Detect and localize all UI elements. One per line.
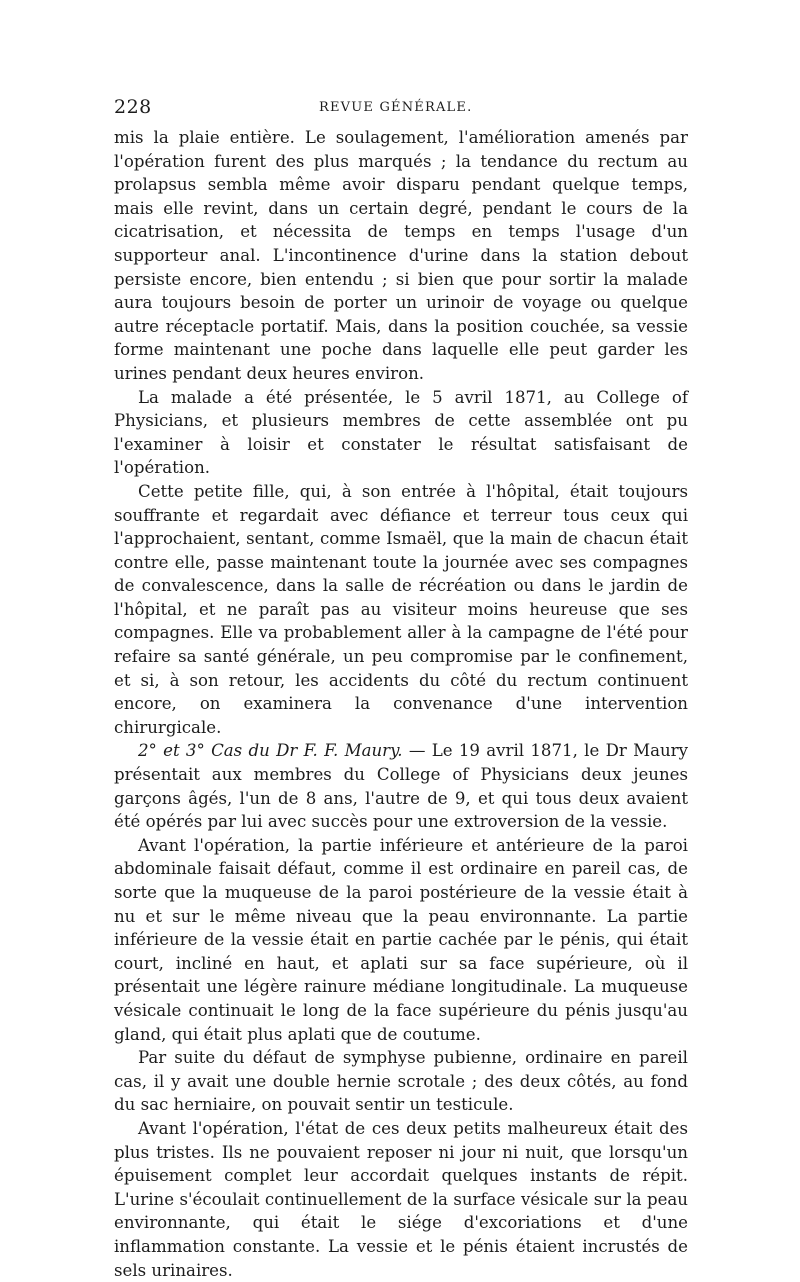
paragraph-text: mis la plaie entière. Le soulagement, l'amélioration amenés par l'opération furent des plus marqués ; la tendance du rectum au prolapsus sembla même avoir disparu pendant quelque temps, mais elle revint, dans un certain degré, pendant le cours de la cicatrisation, et nécessita de temps en temps l'usage d'un supporteur anal. L'incontinence d'urine dans la station debout persiste encore, bien entendu ; si bien que pour sortir la malade aura toujours besoin de porter un urinoir de voyage ou quelque autre réceptacle portatif. Mais, dans la position couchée, sa vessie forme maintenant une poche dans laquelle elle peut garder les urines pendant deux heures environ. [114,128,688,383]
paragraph-text: — Le 19 avril 1871, le Dr Maury présentait aux membres du College of Physicians deux jeunes garçons âgés, l'un de 8 ans, l'autre de 9, et qui tous deux avaient été opérés par lui avec succès pour une extroversion de la vessie. [114,741,688,832]
body-text [114,126,688,1282]
paragraph [114,480,688,740]
paragraph [114,1046,688,1117]
paragraph-text: La malade a été présentée, le 5 avril 1871, au College of Physicians, et plusieurs membres de cette assemblée ont pu l'examiner à loisir et constater le résultat satisfaisant de l'opération. [114,387,688,478]
paragraph [114,126,688,386]
paragraph-text: Avant l'opération, la partie inférieure et antérieure de la paroi abdominale faisait défaut, comme il est ordinaire en pareil cas, de sorte que la muqueuse de la paroi postérieure de la vessie était à nu et sur le même niveau que la peau environnante. La partie inférieure de la vessie était en partie cachée par le pénis, qui était court, incliné en haut, et aplati sur sa face supérieure, où il présentait une légère rainure médiane longitudinale. La muqueuse vésicale continuait le long de la face supérieure du pénis jusqu'au gland, qui était plus aplati que de coutume. [114,835,688,1044]
paragraph [114,1117,688,1282]
paragraph-text: Avant l'opération, l'état de ces deux petits malheureux était des plus tristes. Ils ne pouvaient reposer ni jour ni nuit, que lorsqu'un épuisement complet leur accordait quelques instants de répit. L'urine s'écoulait continuellement de la surface vésicale sur la peau environnante, qui était le siége d'excoriations et d'une inflammation constante. La vessie et le pénis étaient incrustés de sels urinaires. [114,1118,688,1280]
paragraph [114,739,688,833]
paragraph-text: Par suite du défaut de symphyse pubienne, ordinaire en pareil cas, il y avait une double hernie scrotale ; des deux côtés, au fond du sac herniaire, on pouvait sentir un testicule. [114,1048,688,1115]
paragraph [114,386,688,480]
running-head: REVUE GÉNÉRALE. [319,100,473,115]
paragraph-text: Cette petite fille, qui, à son entrée à l'hôpital, était toujours souffrante et regardait avec défiance et terreur tous ceux qui l'approchaient, sentant, comme Ismaël, que la main de chacun était contre elle, passe maintenant toute la journée avec ses compagnes de convalescence, dans la salle de récréation ou dans le jardin de l'hôpital, et ne paraît pas au visiteur moins heureuse que ses compagnes. Elle va probablement aller à la campagne de l'été pour refaire sa santé générale, un peu compromise par le confinement, et si, à son retour, les accidents du côté du rectum continuent encore, on examinera la convenance d'une intervention chirurgicale. [114,481,688,737]
case-heading: 2° et 3° Cas du Dr F. F. Maury. [138,741,403,761]
document-page [114,96,688,1282]
page-number: 228 [114,96,152,118]
page-header [114,96,688,126]
paragraph [114,834,688,1046]
